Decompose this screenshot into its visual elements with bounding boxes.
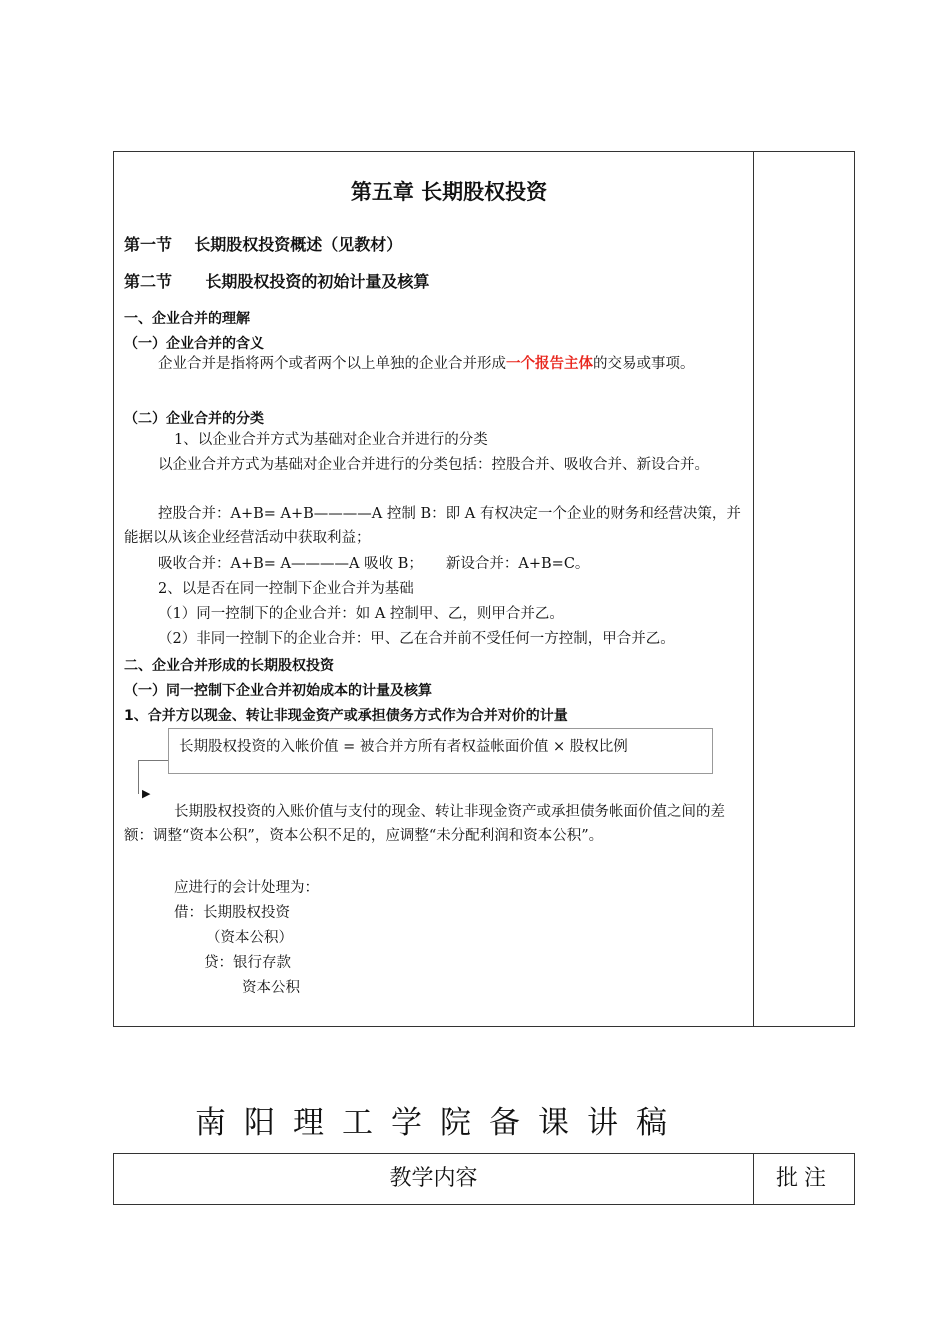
next-page-header-table	[113, 1153, 855, 1205]
difference-adjustment-paragraph: 长期股权投资的入账价值与支付的现金、转让非现金资产或承担债务帐面价值之间的差额：调整“资本公积”，资本公积不足的，应调整“未分配利润和资本公积”。	[124, 804, 725, 844]
classification-item-2: 2、以是否在同一控制下企业合并为基础	[158, 581, 414, 597]
heading-1-1: （一）企业合并的含义	[124, 336, 264, 352]
absorption-merger-line: 吸收合并：A+B= A————A 吸收 B； 新设合并：A+B=C。	[158, 556, 590, 572]
classification-paragraph: 以企业合并方式为基础对企业合并进行的分类包括：控股合并、吸收合并、新设合并。	[158, 457, 709, 473]
column-divider	[753, 152, 754, 1026]
classification-item-1: 1、以企业合并方式为基础对企业合并进行的分类	[174, 432, 488, 448]
merger-definition-paragraph	[124, 352, 746, 376]
teaching-content-header: 教学内容	[389, 1166, 478, 1191]
section-2-heading: 第二节 长期股权投资的初始计量及核算	[124, 272, 430, 291]
annotation-header: 批注	[775, 1166, 832, 1191]
same-control-line: （1）同一控制下的企业合并：如 A 控制甲、乙，则甲合并乙。	[158, 606, 564, 622]
arrow-connector-horizontal	[138, 760, 168, 761]
holding-merger-paragraph: 控股合并：A+B= A+B————A 控制 B：即 A 有权决定一个企业的财务和经营决策，并能据以从该企业经营活动中获取利益；	[124, 506, 741, 546]
arrow-head-icon: ▶	[142, 787, 151, 800]
college-lecture-title: 南阳理工学院备课讲稿	[195, 1105, 685, 1141]
heading-2-1: （一）同一控制下企业合并初始成本的计量及核算	[124, 683, 432, 699]
debit-capital-reserve-line: （资本公积）	[206, 930, 293, 946]
accounting-treatment-intro: 应进行的会计处理为：	[174, 880, 319, 896]
chapter-title: 第五章 长期股权投资	[350, 180, 548, 204]
heading-1-2: （二）企业合并的分类	[124, 411, 264, 427]
credit-capital-reserve-line: 资本公积	[242, 980, 300, 996]
heading-2-1-1: 1、合并方以现金、转让非现金资产或承担债务方式作为合并对价的计量	[124, 708, 568, 724]
definition-text-a: 企业合并是指将两个或者两个以上单独的企业合并形成	[158, 356, 506, 372]
reporting-entity-highlight: 一个报告主体	[506, 356, 593, 372]
non-same-control-line: （2）非同一控制下的企业合并：甲、乙在合并前不受任何一方控制，甲合并乙。	[158, 631, 675, 647]
section-1-heading: 第一节 长期股权投资概述（见教材）	[124, 235, 403, 254]
lecture-notes-table	[113, 151, 855, 1027]
credit-line: 贷：银行存款	[204, 955, 291, 971]
heading-1: 一、企业合并的理解	[124, 311, 250, 327]
formula-box: 长期股权投资的入帐价值 = 被合并方所有者权益帐面价值 × 股权比例	[168, 728, 713, 774]
debit-line: 借：长期股权投资	[174, 905, 290, 921]
arrow-connector-vertical	[138, 760, 139, 794]
heading-2: 二、企业合并形成的长期股权投资	[124, 658, 334, 674]
definition-text-b: 的交易或事项。	[593, 356, 695, 372]
